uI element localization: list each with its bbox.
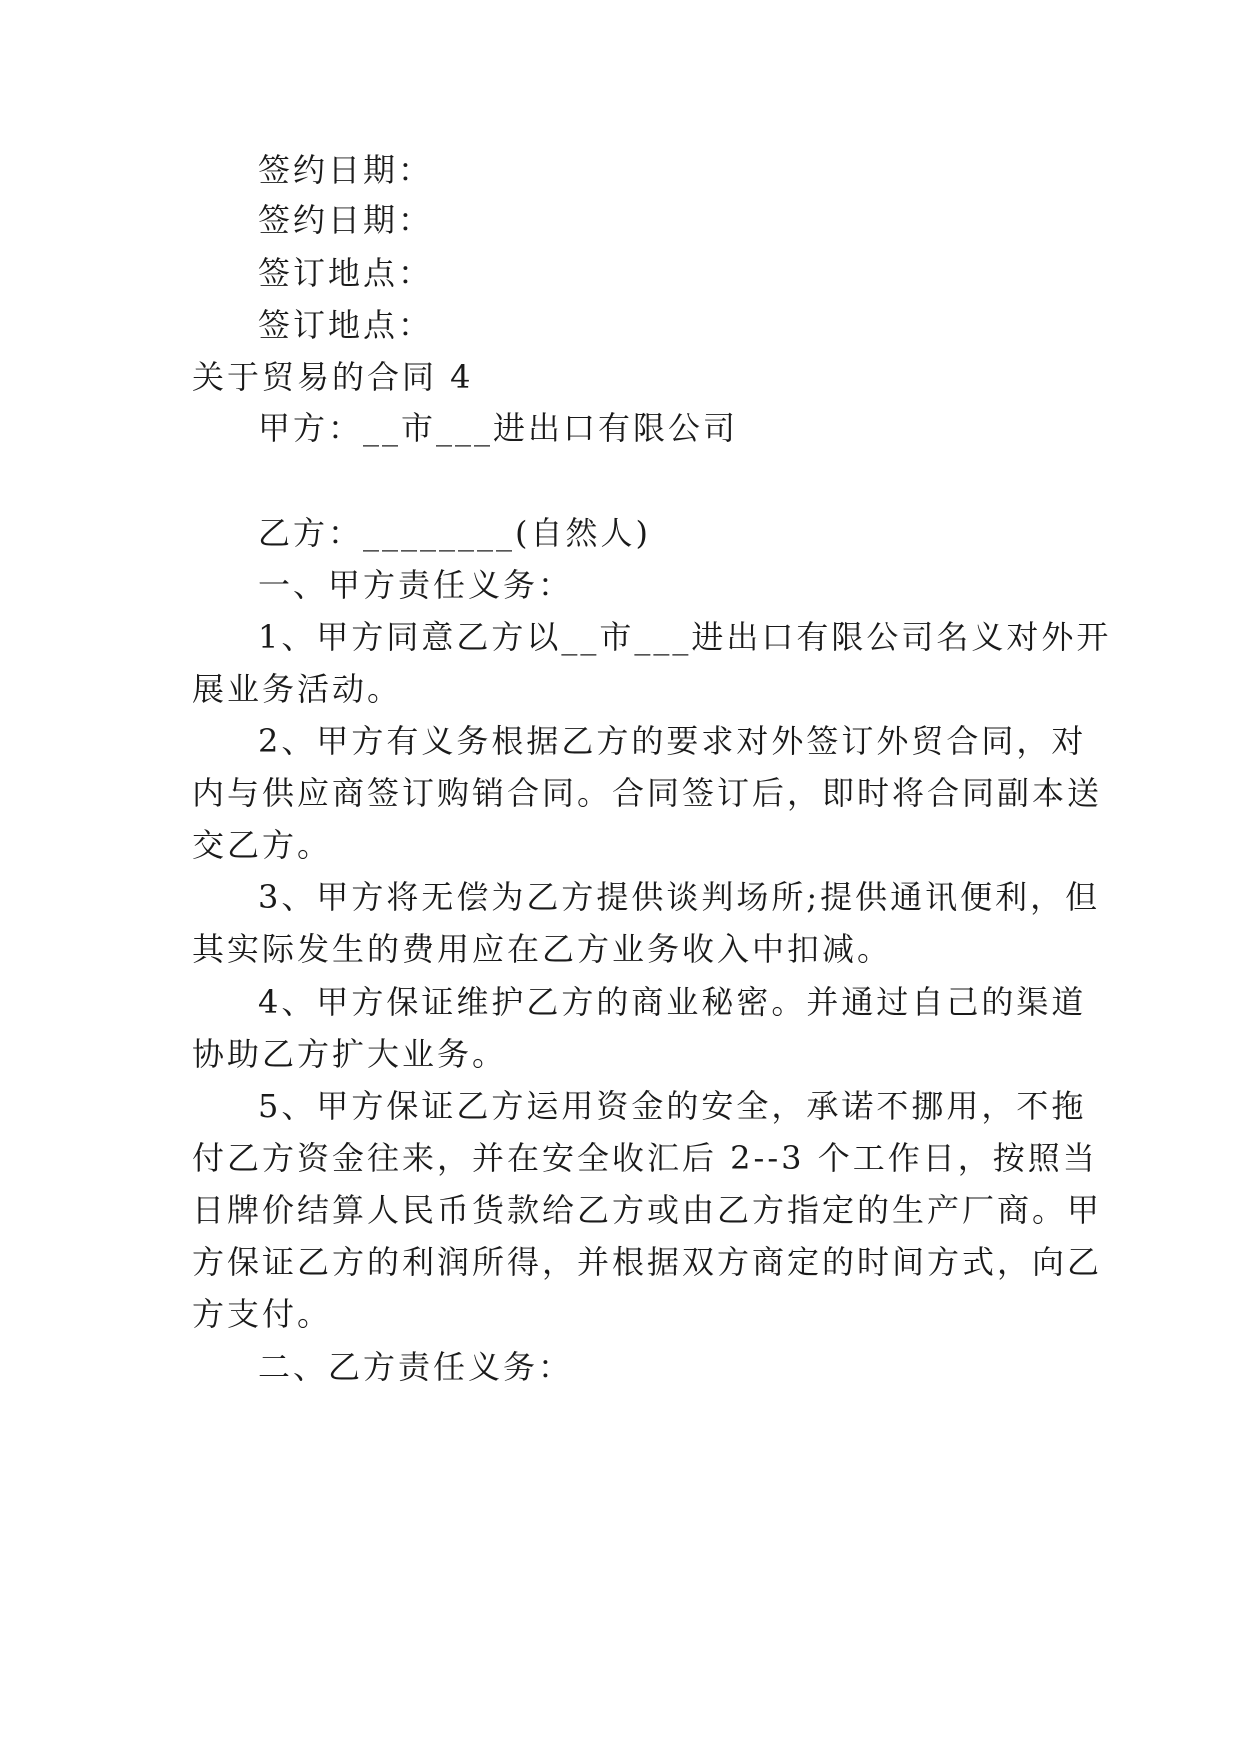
clause-5-line: 方支付。: [192, 1295, 333, 1333]
section-title: 关于贸易的合同 4: [192, 358, 474, 396]
sign-date-label: 签约日期：: [258, 151, 434, 189]
clause-5-line: 日牌价结算人民币货款给乙方或由乙方指定的生产厂商。甲: [192, 1191, 1103, 1229]
clause-1-line: 1、甲方同意乙方以__市___进出口有限公司名义对外开: [258, 618, 1112, 656]
clause-2-line: 交乙方。: [192, 826, 333, 864]
clause-3-line: 其实际发生的费用应在乙方业务收入中扣减。: [192, 930, 893, 968]
clause-2-line: 2、甲方有义务根据乙方的要求对外签订外贸合同，对: [258, 722, 1087, 760]
clause-3-line: 3、甲方将无偿为乙方提供谈判场所;提供通讯便利，但: [258, 878, 1101, 916]
clause-5-line: 方保证乙方的利润所得，并根据双方商定的时间方式，向乙: [192, 1243, 1103, 1281]
heading-party-a-duties: 一、甲方责任义务：: [258, 566, 574, 604]
clause-1-line: 展业务活动。: [192, 670, 403, 708]
party-b-line: 乙方：________(自然人): [258, 514, 651, 552]
party-a-line: 甲方：__市___进出口有限公司: [258, 409, 739, 447]
sign-date-label: 签约日期：: [258, 201, 434, 239]
clause-5-line: 5、甲方保证乙方运用资金的安全，承诺不挪用，不拖: [258, 1087, 1087, 1125]
clause-2-line: 内与供应商签订购销合同。合同签订后，即时将合同副本送: [192, 774, 1103, 812]
clause-4-line: 4、甲方保证维护乙方的商业秘密。并通过自己的渠道: [258, 983, 1087, 1021]
clause-4-line: 协助乙方扩大业务。: [192, 1035, 508, 1073]
sign-place-label: 签订地点：: [258, 306, 434, 344]
clause-5-line: 付乙方资金往来，并在安全收汇后 2--3 个工作日，按照当: [192, 1139, 1098, 1177]
sign-place-label: 签订地点：: [258, 254, 434, 292]
heading-party-b-duties: 二、乙方责任义务：: [258, 1348, 574, 1386]
